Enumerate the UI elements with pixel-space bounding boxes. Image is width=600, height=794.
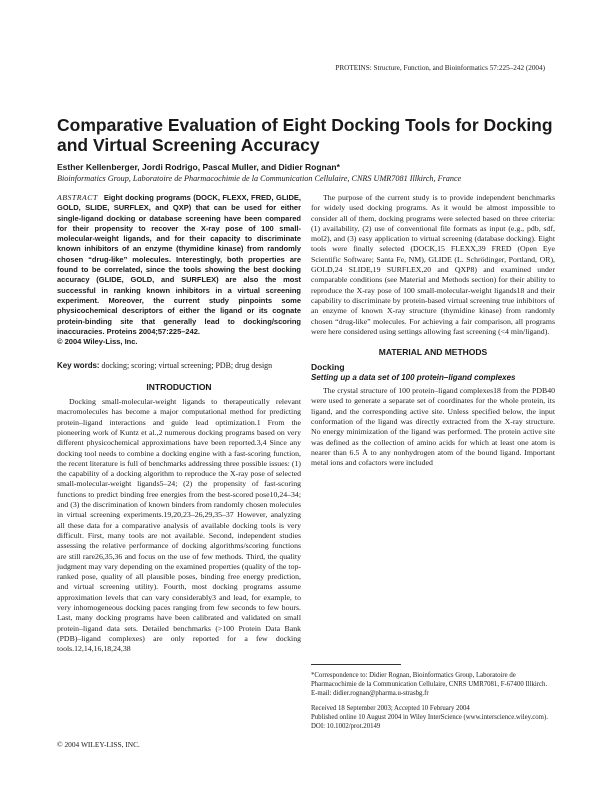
- footnotes: [311, 664, 555, 731]
- docking-subheading: Docking: [311, 362, 345, 373]
- abstract-label: ABSTRACT: [57, 193, 98, 202]
- keywords-text: docking; scoring; virtual screening; PDB; drug design: [101, 361, 273, 371]
- affiliation: Bioinformatics Group, Laboratoire de Pharmacochimie de la Communication Cellulaire, CNRS UMR7081 Illkirch, France: [57, 174, 462, 183]
- abstract-text: Eight docking programs (DOCK, FLEXX, FRED, GLIDE, GOLD, SLIDE, SURFLEX, and QXP) that can be used for either single-ligand docking or database screening have been compared for their propensity to recover the X-ray pose of 100 small-molecular-weight ligands, and for their capacity to discriminate known inhibitors of an enzyme (thymidine kinase) from randomly chosen “drug-like” molecules. Interestingly, both properties are found to be correlated, since the tools showing the best docking accuracy (GLIDE, GOLD, and SURFLEX) are also the most successful in ranking known inhibitors in a virtual screening experiment. Moreover, the current study pinpoints some physicochemical descriptors of either the ligand or its cognate protein-binding site that generally lead to docking/scoring inaccuracies. Proteins 2004;57:225–242.: [57, 193, 301, 336]
- article-title: Comparative Evaluation of Eight Docking Tools for Docking and Virtual Screening Accuracy: [57, 115, 553, 155]
- left-column: [57, 193, 301, 657]
- introduction-paragraph-1: Docking small-molecular-weight ligands to therapeutically relevant macromolecules has become a major computational method for predicting protein–ligand interactions and guide lead optimization.1 From the pioneering work of Kuntz et al.,2 numerous docking programs based on very different physicochemical approximations have been reported.3,4 Since any docking tool needs to combine a docking engine with a fast-scoring function, the recent literature is full of benchmarks addressing three possible issues: (1) the capability of a docking algorithm to reproduce the X-ray pose of selected small-molecular-weight ligands5–24; (2) the propensity of fast-scoring functions to predict binding free energies from the best-scored pose10,24–34; and (3) the discrimination of known binders from randomly chosen molecules in virtual screening experiments.19,20,23–26,29,35–37 However, analyzing all these data for a comparative analysis of available docking tools is very difficult. First, many tools are not available. Second, independent studies assessing the relative performance of docking algorithms/scoring functions are still rare26,35,36 and focus on the use of few methods. Third, the quality judgment may vary depending on the examined properties (quality of the top-ranked pose, quality of all plausible poses, binding free energy prediction, and virtual screening utility). Fourth, most docking programs assume approximation levels that can vary considerably3 and lead, for example, to very inhomogeneous docking paces ranging from few seconds to few hours. Last, many docking programs have been calibrated and validated on small protein–ligand data sets. Detailed benchmarks (>100 Protein Data Bank (PDB)–ligand complexes) are only reported for a few docking tools.12,14,16,18,24,38: [57, 397, 301, 654]
- methods-paragraph-1: The crystal structure of 100 protein–ligand complexes18 from the PDB40 were used to generate a separate set of coordinates for the whole protein, its ligand, and the corresponding active site. Unless specified below, the input conformation of the ligand was directly extracted from the X-ray structure. No energy minimization of the ligand was performed. The protein active site was defined as the collection of amino acids for which at least one atom is nearer than 6.5 Å to any nonhydrogen atom of the bound ligand. Important metal ions and cofactors were included: [311, 386, 555, 468]
- journal-header: PROTEINS: Structure, Function, and Bioinformatics 57:225–242 (2004): [335, 64, 545, 72]
- published-note: Published online 10 August 2004 in Wiley InterScience (www.interscience.wiley.com). DOI: 10.1002/prot.20149: [311, 714, 548, 730]
- methods-heading: MATERIAL AND METHODS: [378, 347, 488, 358]
- copyright-footer: © 2004 WILEY-LISS, INC.: [57, 740, 140, 749]
- abstract-copyright: © 2004 Wiley-Liss, Inc.: [57, 337, 138, 347]
- footnote-rule: [311, 664, 401, 665]
- introduction-heading: INTRODUCTION: [146, 381, 212, 392]
- right-column: [311, 193, 555, 471]
- author-list: Esther Kellenberger, Jordi Rodrigo, Pascal Muller, and Didier Rognan*: [57, 162, 340, 172]
- keywords-label: Key words:: [57, 361, 100, 371]
- abstract: [57, 193, 301, 347]
- correspondence-footnote: *Correspondence to: Didier Rognan, Bioinformatics Group, Laboratoire de Pharmacochimie de la Communication Cellulaire, CNRS UMR7081, F-67400 Illkirch. E-mail: didier.rognan@pharma.u-strasbg.fr: [311, 672, 548, 697]
- keywords: [57, 361, 301, 371]
- received-note: Received 18 September 2003; Accepted 10 February 2004: [311, 705, 470, 712]
- dataset-subsubheading: Setting up a data set of 100 protein–ligand complexes: [311, 372, 516, 382]
- introduction-paragraph-2: The purpose of the current study is to provide independent benchmarks for widely used docking programs. As it would be almost impossible to consider all of them, docking programs were selected based on three criteria: (1) availability, (2) use of conventional file formats as input (e.g., pdb, sdf, mol2), and (3) easy application to virtual screening (database docking). Eight tools were finally selected (DOCK,15 FLEXX,39 FRED (Open Eye Scientific Software; Santa Fe, NM), GLIDE (L. Schrödinger, Portland, OR), GOLD,24 SLIDE,19 SURFLEX,20 and QXP8) and examined under comparable conditions (see Material and Methods section) for their ability to reproduce the X-ray pose of 100 small-molecular-weight ligands18 and their capability to discriminate by protein-based virtual screening true inhibitors of an enzyme of known X-ray structure (thymidine kinase) from randomly chosen “drug-like” molecules. For achieving a fair comparison, all programs were here considered using settings allowing fast screening (<4 min/ligand).: [311, 193, 555, 336]
